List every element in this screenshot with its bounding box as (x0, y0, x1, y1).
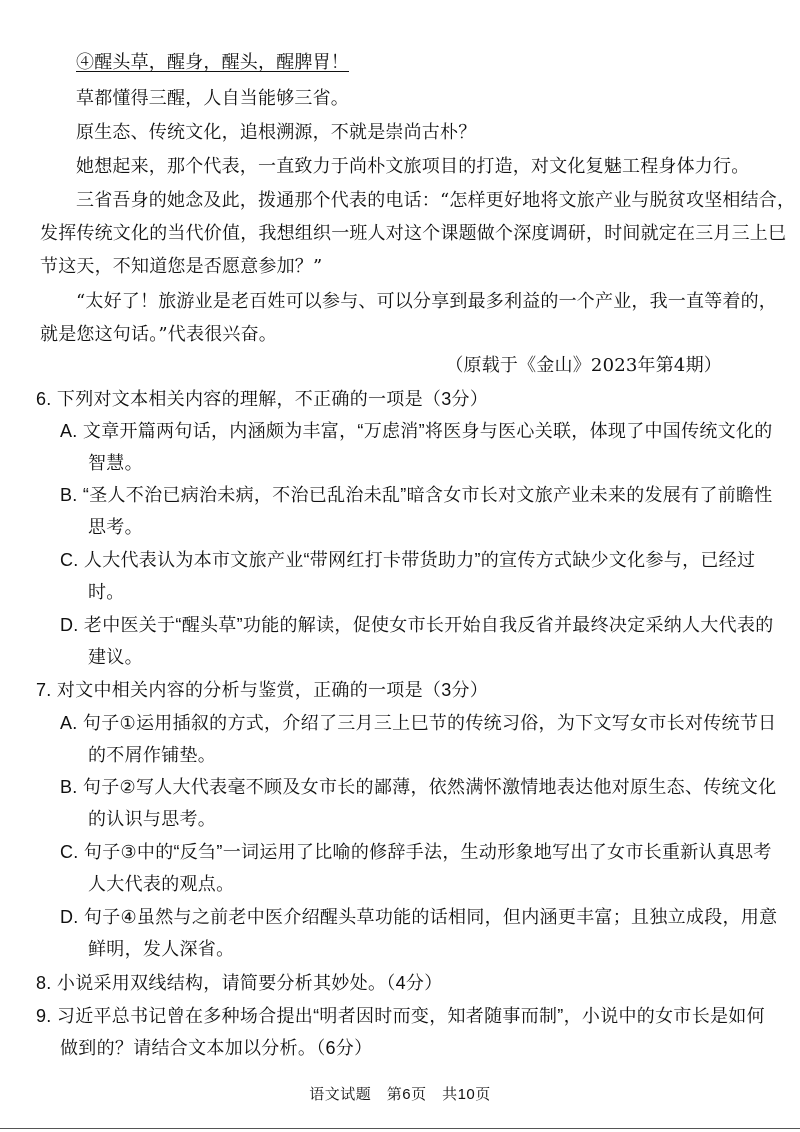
question-9-stem (0, 1006, 800, 1028)
question-6-option-b (0, 485, 800, 507)
question-6-option-b-cont (0, 517, 800, 539)
question-7-stem (0, 680, 800, 702)
passage-text: 原生态、传统文化，追根溯源，不就是崇尚古朴？ (76, 122, 477, 143)
question-9-stem-cont (0, 1038, 800, 1060)
question-7-option-a (0, 713, 800, 735)
passage-text: 发挥传统文化的当代价值，我想组织一班人对这个课题做个深度调研，时间就定在三月三上巳 (40, 223, 787, 244)
passage-line-2 (0, 88, 800, 110)
passage-line-9 (0, 324, 800, 346)
option-text: D. 老中医关于“醒头草”功能的解读，促使女市长开始自我反省并最终决定采纳人大代表的 (60, 615, 774, 635)
question-7-option-b-cont (0, 809, 800, 831)
question-text: 6. 下列对文本相关内容的理解，不正确的一项是（3分） (36, 389, 489, 409)
question-7-option-d-cont (0, 939, 800, 961)
question-6-option-c (0, 550, 800, 572)
option-text: D. 句子④虽然与之前老中医介绍醒头草功能的话相同，但内涵更丰富；且独立成段，用意 (60, 907, 778, 927)
question-text: 7. 对文中相关内容的分析与鉴赏，正确的一项是（3分） (36, 680, 489, 700)
option-text: 鲜明，发人深省。 (88, 939, 235, 959)
question-6-option-d (0, 615, 800, 637)
option-text: 建议。 (88, 647, 143, 667)
passage-line-1 (0, 52, 800, 74)
passage-text: 三省吾身的她念及此，拨通那个代表的电话：“怎样更好地将文旅产业与脱贫攻坚相结合， (76, 190, 796, 211)
option-text: B. 句子②写人大代表毫不顾及女市长的鄙薄，依然满怀激情地表达他对原生态、传统文化 (60, 777, 777, 797)
option-text: A. 文章开篇两句话，内涵颇为丰富，“万虑消”将医身与医心关联，体现了中国传统文化的 (60, 421, 773, 441)
passage-text: “太好了！旅游业是老百姓可以参与、可以分享到最多利益的一个产业，我一直等着的， (76, 291, 777, 312)
passage-line-7 (0, 256, 800, 278)
option-text: 智慧。 (88, 453, 143, 473)
option-text: A. 句子①运用插叙的方式，介绍了三月三上巳节的传统习俗，为下文写女市长对传统节日 (60, 713, 777, 733)
option-text: 时。 (88, 582, 125, 602)
passage-text: 草都懂得三醒，人自当能够三省。 (76, 88, 349, 109)
passage-line-3 (0, 122, 800, 144)
option-text: 人大代表的观点。 (88, 874, 235, 894)
source-citation: （原载于《金山》2023年第4期） (445, 355, 722, 376)
question-7-option-c-cont (0, 874, 800, 896)
passage-line-4 (0, 156, 800, 178)
question-7-option-c (0, 842, 800, 864)
bottom-divider (0, 1128, 800, 1129)
passage-line-8 (0, 291, 800, 313)
option-text: C. 人大代表认为本市文旅产业“带网红打卡带货助力”的宣传方式缺少文化参与，已经过 (60, 550, 756, 570)
option-text: 思考。 (88, 517, 143, 537)
passage-text: 她想起来，那个代表，一直致力于尚朴文旅项目的打造，对文化复魅工程身体力行。 (76, 156, 750, 177)
passage-text: 节这天，不知道您是否愿意参加？” (40, 256, 323, 277)
question-6-option-a-cont (0, 453, 800, 475)
option-text: 的不屑作铺垫。 (88, 745, 217, 765)
passage-line-6 (0, 223, 800, 245)
question-6-stem (0, 389, 800, 411)
option-text: B. “圣人不治已病治未病，不治已乱治未乱”暗含女市长对文旅产业未来的发展有了前瞻性 (60, 485, 773, 505)
page-footer: 语文试题 第6页 共10页 (309, 1086, 491, 1103)
question-7-option-a-cont (0, 745, 800, 767)
question-6-option-a (0, 421, 800, 443)
question-6-option-c-cont (0, 582, 800, 604)
question-6-option-d-cont (0, 647, 800, 669)
question-text: 9. 习近平总书记曾在多种场合提出“明者因时而变，知者随事而制”，小说中的女市长是如何 (36, 1006, 765, 1026)
question-7-option-d (0, 907, 800, 929)
option-text: C. 句子③中的“反刍”一词运用了比喻的修辞手法，生动形象地写出了女市长重新认真思考 (60, 842, 772, 862)
passage-text: 就是您这句话。”代表很兴奋。 (40, 324, 278, 345)
question-7-option-b (0, 777, 800, 799)
option-text: 的认识与思考。 (88, 809, 217, 829)
question-8-stem (0, 973, 800, 995)
passage-line-5 (0, 190, 800, 212)
passage-underlined-sentence-4: ④醒头草，醒身，醒头，醒脾胃！ (76, 52, 349, 73)
question-text: 8. 小说采用双线结构，请简要分析其妙处。（4分） (36, 973, 443, 993)
question-text: 做到的？请结合文本加以分析。（6分） (60, 1038, 373, 1058)
